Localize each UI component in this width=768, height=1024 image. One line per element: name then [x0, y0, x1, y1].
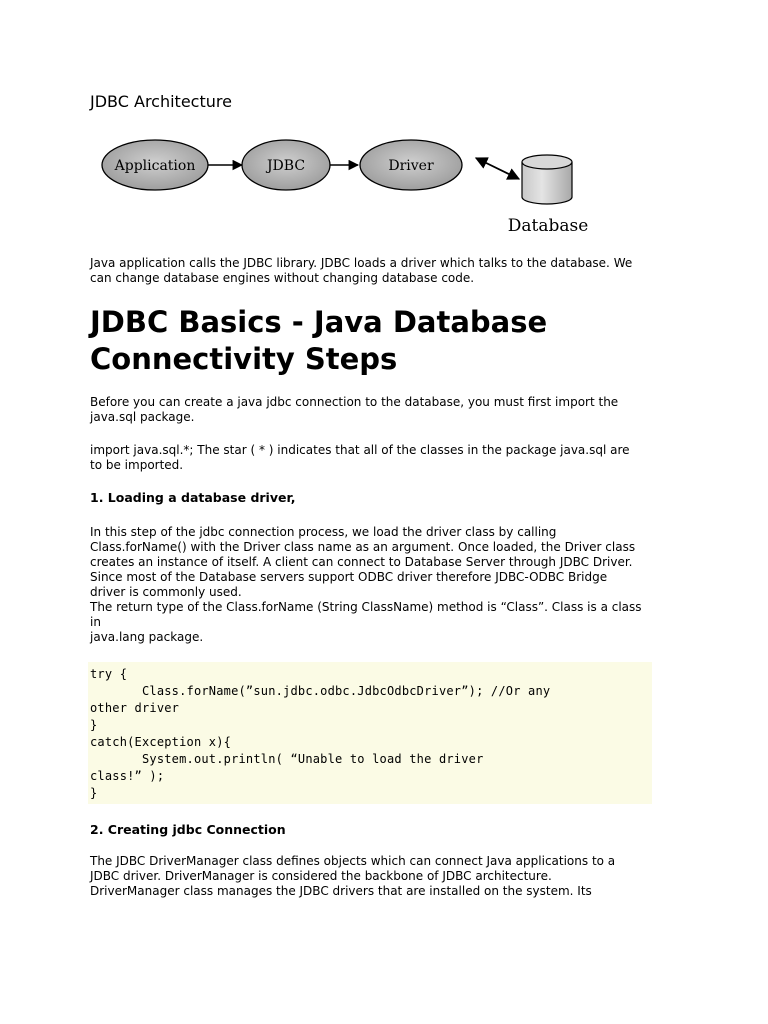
text-line: can change database engines without changing database code. [90, 271, 475, 285]
text-line: In this step of the jdbc connection process, we load the driver class by calling [90, 525, 557, 539]
text-line: The return type of the Class.forName (String ClassName) method is “Class”. Class is a class [90, 600, 642, 614]
code-line: class!” ); [90, 769, 165, 783]
text-line: Java application calls the JDBC library. JDBC loads a driver which talks to the database. We [90, 256, 633, 270]
text-line: Since most of the Database servers support ODBC driver therefore JDBC-ODBC Bridge [90, 570, 608, 584]
text-line: in [90, 615, 101, 629]
code-line: } [90, 786, 98, 800]
title-line: Connectivity Steps [90, 342, 398, 376]
text-line: java.sql package. [90, 410, 195, 424]
text-line: import java.sql.*; The star ( * ) indicates that all of the classes in the package java.sql are [90, 443, 630, 457]
code-line: other driver [90, 701, 180, 715]
driver-node-label: Driver [388, 158, 434, 174]
title-line: JDBC Basics - Java Database [90, 305, 548, 339]
text-line: Before you can create a java jdbc connection to the database, you must first import the [90, 395, 619, 409]
text-line: DriverManager class manages the JDBC drivers that are installed on the system. Its [90, 884, 592, 898]
text-line: creates an instance of itself. A client can connect to Database Server through JDBC Driver. [90, 555, 633, 569]
architecture-title: JDBC Architecture [90, 92, 232, 111]
import-paragraph [90, 443, 680, 473]
intro-paragraph [90, 395, 680, 425]
code-line: System.out.println( “Unable to load the driver [90, 752, 484, 766]
text-line: java.lang package. [90, 630, 204, 644]
jdbc-node [242, 140, 330, 190]
application-node [102, 140, 208, 190]
driver-node [360, 140, 462, 190]
text-line: JDBC driver. DriverManager is considered the backbone of JDBC architecture. [90, 869, 552, 883]
step2-heading: 2. Creating jdbc Connection [90, 822, 286, 837]
text-line: to be imported. [90, 458, 184, 472]
architecture-description [90, 256, 680, 286]
application-node-label: Application [114, 158, 196, 174]
code-line: catch(Exception x){ [90, 735, 232, 749]
jdbc-node-label: JDBC [266, 158, 306, 174]
page-title [90, 304, 690, 378]
text-line: driver is commonly used. [90, 585, 242, 599]
step1-paragraph [90, 525, 680, 645]
code-block [88, 662, 652, 804]
text-line: Class.forName() with the Driver class name as an argument. Once loaded, the Driver class [90, 540, 636, 554]
driver-database-arrow [476, 158, 519, 179]
code-line: try { [90, 667, 128, 681]
step2-paragraph [90, 854, 680, 899]
database-cylinder [522, 155, 572, 204]
step1-heading: 1. Loading a database driver, [90, 490, 296, 505]
database-label: Database [507, 216, 589, 236]
jdbc-architecture-diagram [100, 136, 600, 240]
code-line: } [90, 718, 98, 732]
text-line: The JDBC DriverManager class defines objects which can connect Java applications to a [90, 854, 616, 868]
code-line: Class.forName(”sun.jdbc.odbc.JdbcOdbcDriver”); //Or any [90, 684, 551, 698]
